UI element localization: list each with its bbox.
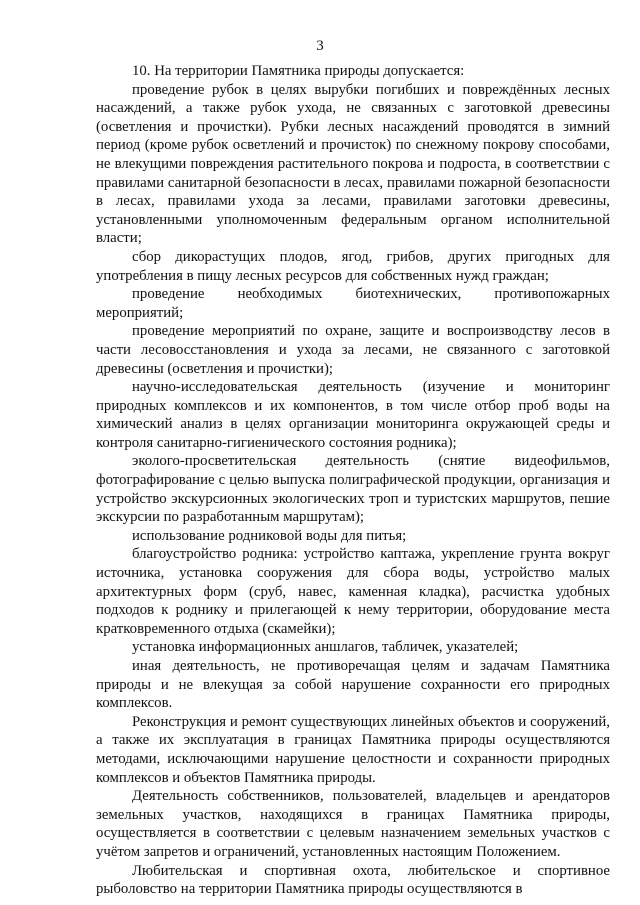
paragraph-research: научно-исследовательская деятельность (изучение и мониторинг природных комплексов и их компонентов, в том числе отбор проб воды на химический анализ в целях организации мониторинга окружающей среды и контроля санитарно-гигиенического состояния родника); — [96, 379, 610, 451]
paragraph-other-activity: иная деятельность, не противоречащая целям и задачам Памятника природы и не влекущая за собой нарушение сохранности его природных комплексов. — [96, 658, 610, 712]
document-body — [96, 62, 610, 899]
paragraph-education: эколого-просветительская деятельность (снятие видеофильмов, фотографирование с целью выпуска полиграфической продукции, организация и устройство экскурсионных экологических троп и туристских маршрутов, пешие экскурсии по разработанным маршрутам); — [96, 453, 610, 526]
paragraph-signage: установка информационных аншлагов, табличек, указателей; — [132, 639, 519, 656]
paragraph-gathering: сбор дикорастущих плодов, ягод, грибов, других пригодных для употребления в пищу лесных ресурсов для собственных нужд граждан; — [96, 248, 610, 284]
paragraph-hunting-fishing: Любительская и спортивная охота, любительское и спортивное рыболовство на территории Памятника природы осуществляются в — [96, 862, 610, 898]
page-number: 3 — [316, 38, 324, 54]
paragraph-logging: проведение рубок в целях вырубки погибших и повреждённых лесных насаждений, а также рубок ухода, не связанных с заготовкой древесины (осветления и прочистки). Рубки лесных насаждений проводятся в зимний период (кроме рубок осветлений и прочисток) по снежному покрову способами, не влекущими повреждения растительного покрова и подроста, в соответствии с правилами санитарной безопасности в лесах, правилами пожарной безопасности в лесах, правилами ухода за лесами, правилами заготовки древесины, установленными уполномоченным федеральным органом исполнительной власти; — [96, 81, 610, 247]
paragraph-permitted-intro: 10. На территории Памятника природы допускается: — [132, 63, 465, 79]
paragraph-forest-protection: проведение мероприятий по охране, защите и воспроизводству лесов в части лесовосстановления и ухода за лесами, не связанного с заготовкой древесины (осветления и прочистки); — [96, 323, 610, 377]
paragraph-drinking-water: использование родниковой воды для питья; — [132, 527, 407, 544]
paragraph-spring-improvement: благоустройство родника: устройство каптажа, укрепление грунта вокруг источника, установка сооружения для сбора воды, устройство малых архитектурных форм (сруб, навес, каменная кладка), расчистка удобных подходов к роднику и прилегающей к нему территории, оборудование места кратковременного отдыха (скамейки); — [96, 546, 610, 637]
paragraph-land-owners: Деятельность собственников, пользователей, владельцев и арендаторов земельных участков, находящихся в границах Памятника природы, осуществляется в соответствии с целевым назначением земельных участков с учётом запретов и ограничений, установленных настоящим Положением. — [96, 788, 610, 860]
paragraph-biotechnical: проведение необходимых биотехнических, противопожарных мероприятий; — [96, 286, 610, 321]
paragraph-reconstruction: Реконструкция и ремонт существующих линейных объектов и сооружений, а также их эксплуатация в границах Памятника природы осуществляются методами, исключающими нарушение целостности и сохранности природных комплексов и объектов Памятника природы. — [96, 713, 610, 786]
